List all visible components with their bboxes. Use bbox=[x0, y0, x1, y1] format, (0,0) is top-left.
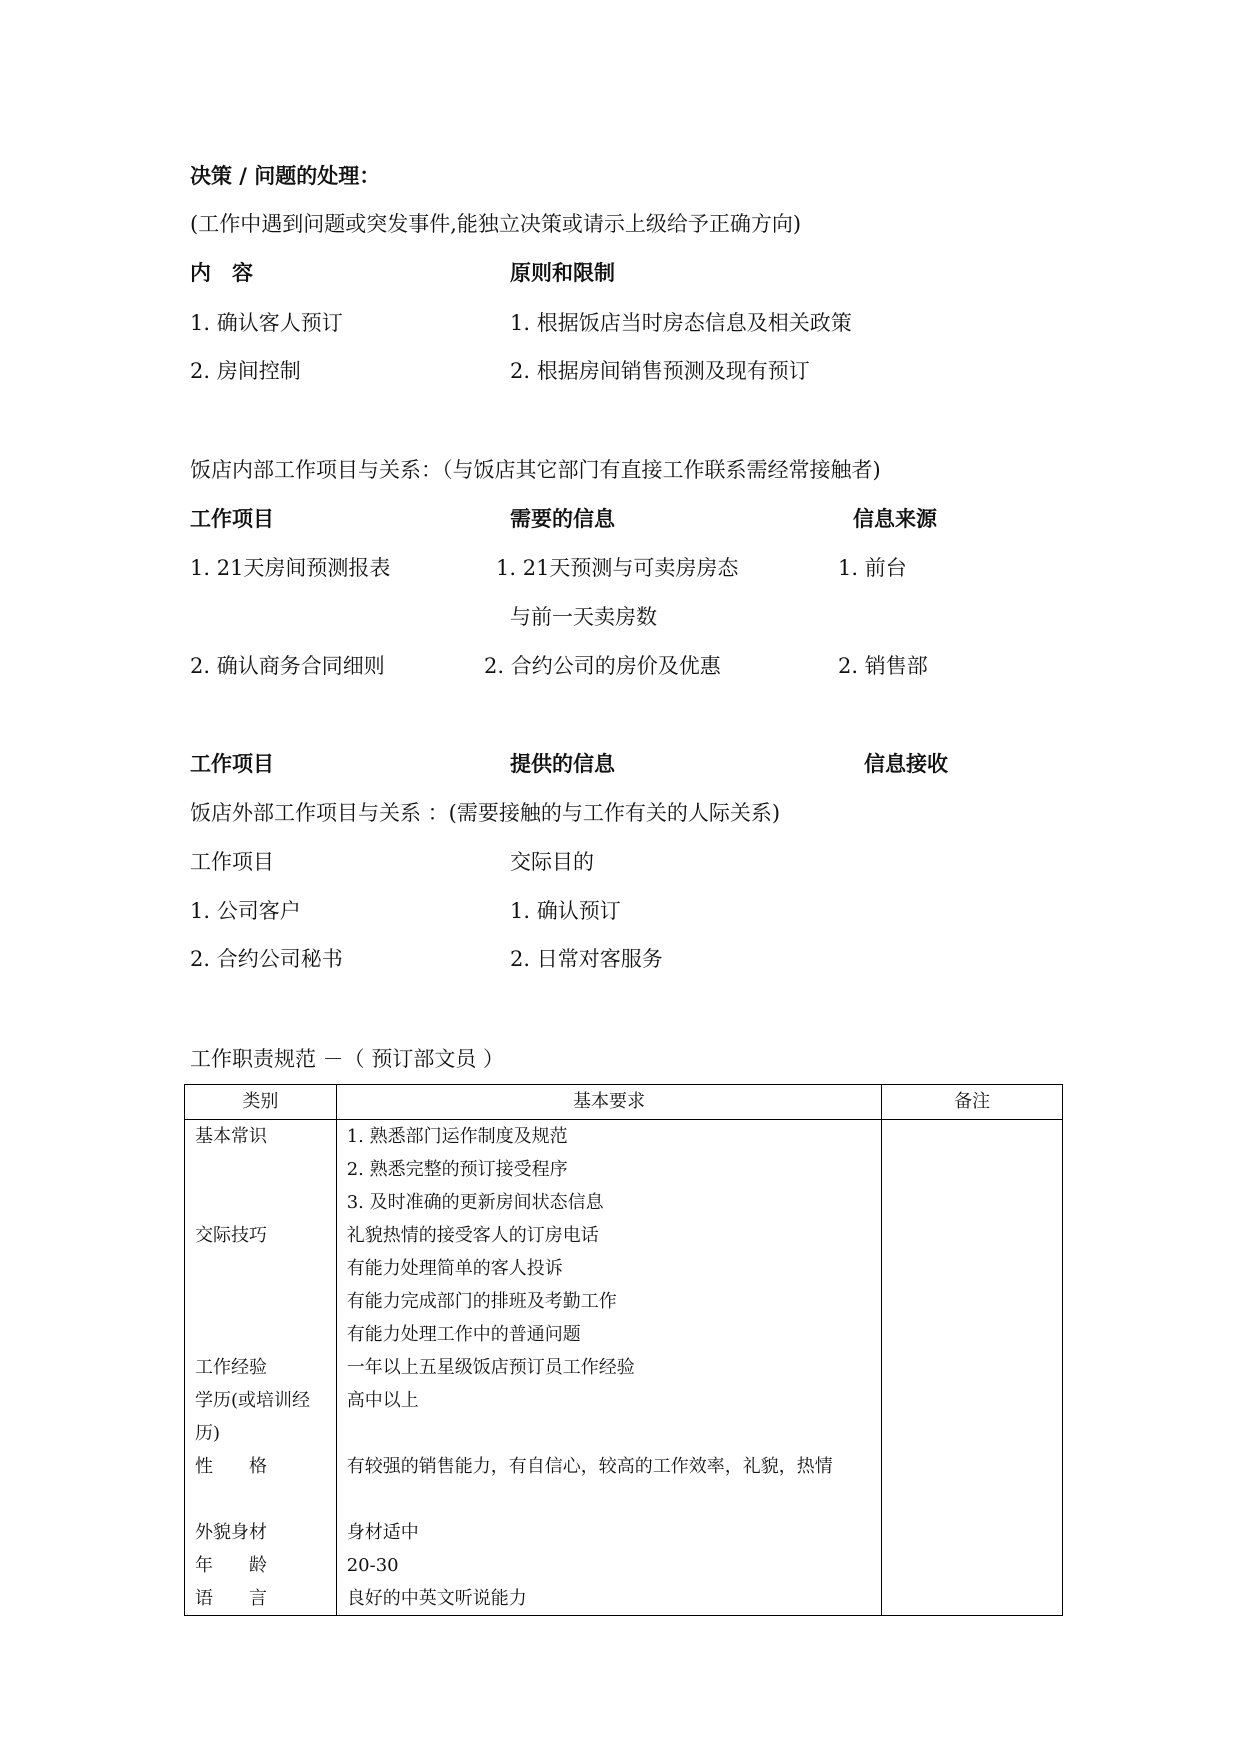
requirement-experience: 一年以上五星级饭店预订员工作经验 bbox=[346, 1357, 635, 1378]
external-header-item: 工作项目 bbox=[190, 850, 274, 874]
requirement-character: 有较强的销售能力，有自信心，较高的工作效率，礼貌，热情 bbox=[346, 1456, 833, 1477]
requirement-skills-3: 有能力完成部门的排班及考勤工作 bbox=[346, 1291, 617, 1312]
category-skills: 交际技巧 bbox=[195, 1225, 267, 1246]
requirement-skills-4: 有能力处理工作中的普通问题 bbox=[346, 1324, 581, 1345]
category-appearance: 外貌身材 bbox=[195, 1522, 267, 1543]
external-title: 饭店外部工作项目与关系 ：(需要接触的与工作有关的人际关系) bbox=[190, 801, 781, 825]
internal-row-1-info-line2: 与前一天卖房数 bbox=[510, 605, 657, 629]
category-language: 语 言 bbox=[195, 1588, 267, 1609]
internal-header2-receive: 信息接收 bbox=[864, 752, 948, 776]
internal-header2-item: 工作项目 bbox=[190, 752, 274, 776]
category-age: 年 龄 bbox=[195, 1555, 267, 1576]
decision-note: (工作中遇到问题或突发事件,能独立决策或请示上级给予正确方向) bbox=[190, 212, 802, 236]
external-row-2-item: 2. 合约公司秘书 bbox=[190, 947, 343, 971]
requirement-age: 20-30 bbox=[346, 1555, 399, 1576]
column-header-remarks: 备注 bbox=[882, 1085, 1063, 1120]
requirements-cell bbox=[336, 1120, 882, 1616]
category-cell bbox=[185, 1120, 337, 1616]
internal-row-2-item: 2. 确认商务合同细则 bbox=[190, 654, 385, 678]
decision-header-content: 内 容 bbox=[190, 261, 253, 285]
external-row-1-item: 1. 公司客户 bbox=[190, 899, 301, 923]
decision-title: 决策 / 问题的处理： bbox=[190, 164, 381, 188]
category-education: 学历(或培训经历) bbox=[195, 1390, 311, 1444]
internal-row-2-info: 2. 合约公司的房价及优惠 bbox=[484, 654, 721, 678]
decision-header-principle: 原则和限制 bbox=[510, 261, 615, 285]
column-header-requirements: 基本要求 bbox=[336, 1085, 882, 1120]
internal-row-1-item: 1. 21天房间预测报表 bbox=[190, 556, 391, 580]
requirement-knowledge-3: 3. 及时准确的更新房间状态信息 bbox=[346, 1192, 604, 1213]
decision-row-2-content: 2. 房间控制 bbox=[190, 359, 301, 383]
requirement-appearance: 身材适中 bbox=[346, 1522, 419, 1543]
remarks-cell bbox=[882, 1120, 1063, 1616]
internal-row-1-source: 1. 前台 bbox=[838, 556, 907, 580]
external-row-2-purpose: 2. 日常对客服务 bbox=[510, 947, 663, 971]
category-knowledge: 基本常识 bbox=[195, 1126, 267, 1147]
spec-title: 工作职责规范 －（ 预订部文员 ） bbox=[190, 1047, 505, 1071]
requirement-knowledge-2: 2. 熟悉完整的预订接受程序 bbox=[346, 1159, 568, 1180]
requirement-education: 高中以上 bbox=[346, 1390, 419, 1411]
table-header-row bbox=[185, 1085, 1063, 1120]
category-experience: 工作经验 bbox=[195, 1357, 267, 1378]
requirement-skills-1: 礼貌热情的接受客人的订房电话 bbox=[346, 1225, 599, 1246]
internal-header-source: 信息来源 bbox=[853, 507, 937, 531]
internal-header-info: 需要的信息 bbox=[510, 507, 615, 531]
category-character: 性 格 bbox=[195, 1456, 267, 1477]
internal-header-item: 工作项目 bbox=[190, 507, 274, 531]
external-row-1-purpose: 1. 确认预订 bbox=[510, 899, 621, 923]
internal-row-1-info: 1. 21天预测与可卖房房态 bbox=[496, 556, 739, 580]
decision-row-2-principle: 2. 根据房间销售预测及现有预订 bbox=[510, 359, 810, 383]
table-row bbox=[185, 1120, 1063, 1616]
requirement-language: 良好的中英文听说能力 bbox=[346, 1588, 527, 1609]
job-spec-table bbox=[184, 1084, 1063, 1616]
column-header-category: 类别 bbox=[185, 1085, 337, 1120]
decision-row-1-principle: 1. 根据饭店当时房态信息及相关政策 bbox=[510, 311, 852, 335]
internal-row-2-source: 2. 销售部 bbox=[838, 654, 928, 678]
requirement-skills-2: 有能力处理简单的客人投诉 bbox=[346, 1258, 563, 1279]
internal-header2-info: 提供的信息 bbox=[510, 752, 615, 776]
decision-row-1-content: 1. 确认客人预订 bbox=[190, 311, 343, 335]
internal-title: 饭店内部工作项目与关系：（与饭店其它部门有直接工作联系需经常接触者) bbox=[190, 458, 881, 482]
external-header-purpose: 交际目的 bbox=[510, 850, 594, 874]
requirement-knowledge-1: 1. 熟悉部门运作制度及规范 bbox=[346, 1126, 568, 1147]
